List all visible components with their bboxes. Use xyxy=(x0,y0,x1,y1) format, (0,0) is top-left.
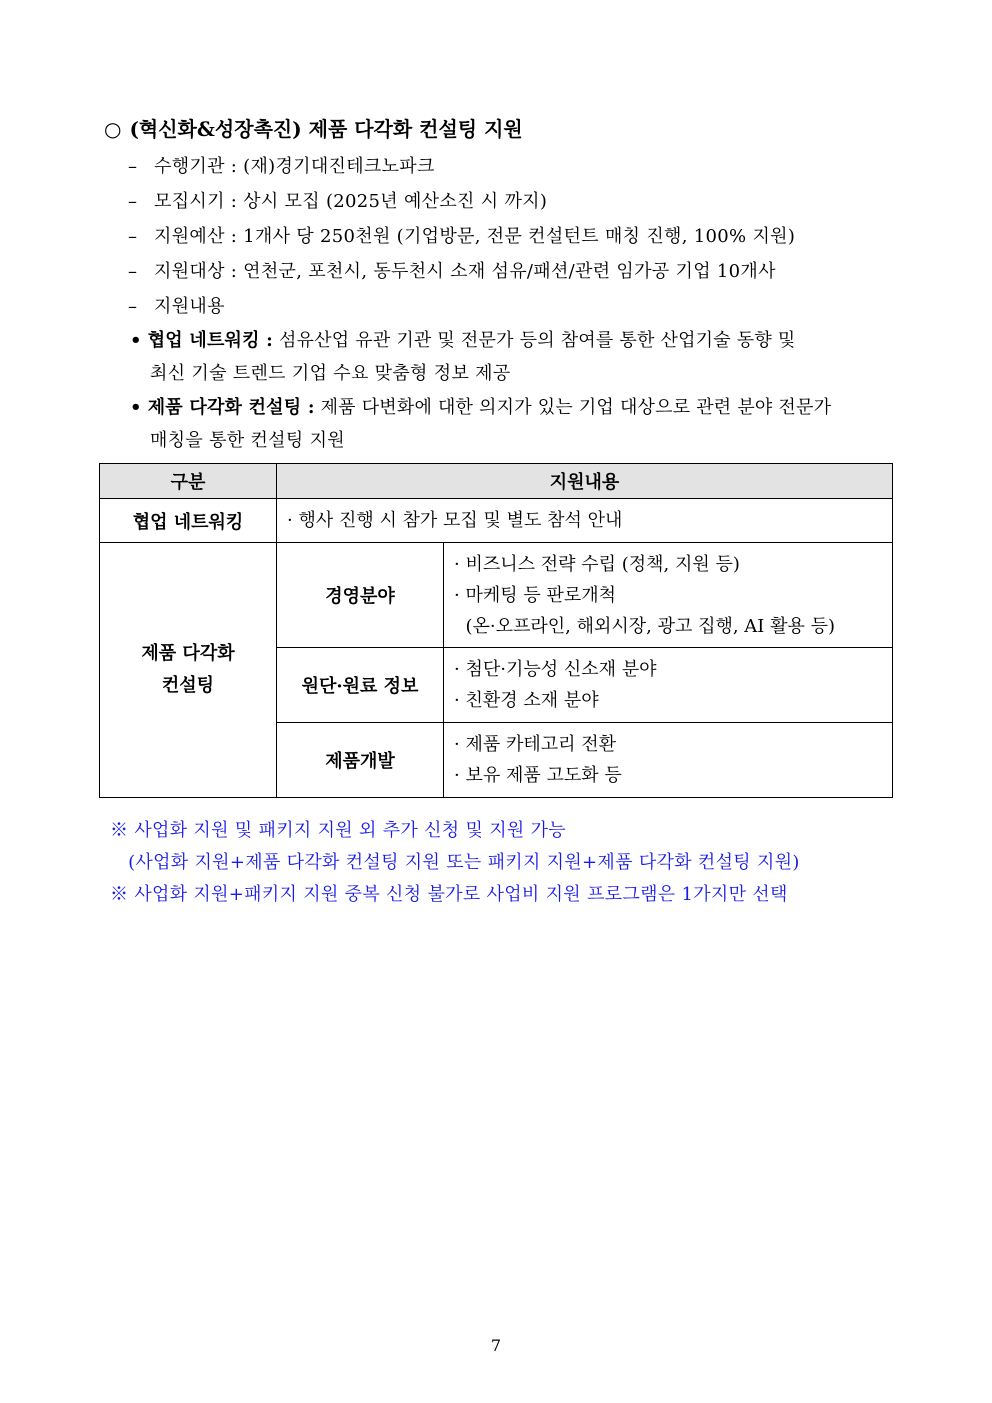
page-number: 7 xyxy=(490,1336,502,1355)
bullet-label: 제품 다각화 컨설팅 : xyxy=(147,397,315,418)
dash-icon: – xyxy=(128,191,138,212)
row-items: · 첨단·기능성 신소재 분야 · 친환경 소재 분야 xyxy=(444,648,893,723)
section-heading xyxy=(104,113,523,142)
subcategory-product-dev: 제품개발 xyxy=(277,723,444,798)
detail-line-recruitment: – 모집시기 : 상시 모집 (2025년 예산소진 시 까지) xyxy=(128,191,548,212)
detail-line-budget: – 지원예산 : 1개사 당 250천원 (기업방문, 전문 컨설턴트 매칭 진행, 100% 지원) xyxy=(128,226,796,247)
note-line-3: ※ 사업화 지원+패키지 지원 중복 신청 불가로 사업비 지원 프로그램은 1가지만 선택 xyxy=(110,884,788,905)
table-header-row xyxy=(100,464,893,499)
row-label-networking: 협업 네트워킹 xyxy=(100,499,277,543)
bullet-label: 협업 네트워킹 : xyxy=(147,330,274,351)
dash-icon: – xyxy=(128,296,138,317)
section-heading-text: (혁신화&성장촉진) 제품 다각화 컨설팅 지원 xyxy=(129,117,523,141)
dash-icon: – xyxy=(128,226,138,247)
detail-line-content: – 지원내용 xyxy=(128,296,225,317)
detail-line-agency: – 수행기관 : (재)경기대진테크노파크 xyxy=(128,156,435,177)
subcategory-management: 경영분야 xyxy=(277,543,444,648)
row-items: · 비즈니스 전략 수립 (정책, 지원 등) · 마케팅 등 판로개척 (온·오프라인, 해외시장, 광고 집행, AI 활용 등) xyxy=(444,543,893,648)
table-header-category: 구분 xyxy=(100,464,277,499)
dash-icon: – xyxy=(128,156,138,177)
circle-bullet-icon: ○ xyxy=(104,117,122,141)
bullet-consulting-cont: 매칭을 통한 컨설팅 지원 xyxy=(150,430,345,451)
table-row xyxy=(100,499,893,543)
support-table xyxy=(99,463,893,798)
dash-icon: – xyxy=(128,261,138,282)
subcategory-materials: 원단·원료 정보 xyxy=(277,648,444,723)
note-line-1: ※ 사업화 지원 및 패키지 지원 외 추가 신청 및 지원 가능 xyxy=(110,820,566,841)
bullet-dot-icon: • xyxy=(130,397,142,418)
row-items: · 제품 카테고리 전환 · 보유 제품 고도화 등 xyxy=(444,723,893,798)
bullet-networking-cont: 최신 기술 트렌드 기업 수요 맞춤형 정보 제공 xyxy=(150,363,511,384)
bullet-consulting: • 제품 다각화 컨설팅 : 제품 다변화에 대한 의지가 있는 기업 대상으로 관련 분야 전문가 xyxy=(130,397,832,418)
bullet-networking: • 협업 네트워킹 : 섬유산업 유관 기관 및 전문가 등의 참여를 통한 산업기술 동향 및 xyxy=(130,330,796,351)
detail-line-target: – 지원대상 : 연천군, 포천시, 동두천시 소재 섬유/패션/관련 임가공 기업 10개사 xyxy=(128,261,776,282)
note-line-2: (사업화 지원+제품 다각화 컨설팅 지원 또는 패키지 지원+제품 다각화 컨설팅 지원) xyxy=(110,852,800,873)
table-header-content: 지원내용 xyxy=(277,464,893,499)
row-items: · 행사 진행 시 참가 모집 및 별도 참석 안내 xyxy=(277,499,893,543)
table-row xyxy=(100,543,893,648)
bullet-dot-icon: • xyxy=(130,330,142,351)
row-label-consulting: 제품 다각화 컨설팅 xyxy=(100,543,277,798)
